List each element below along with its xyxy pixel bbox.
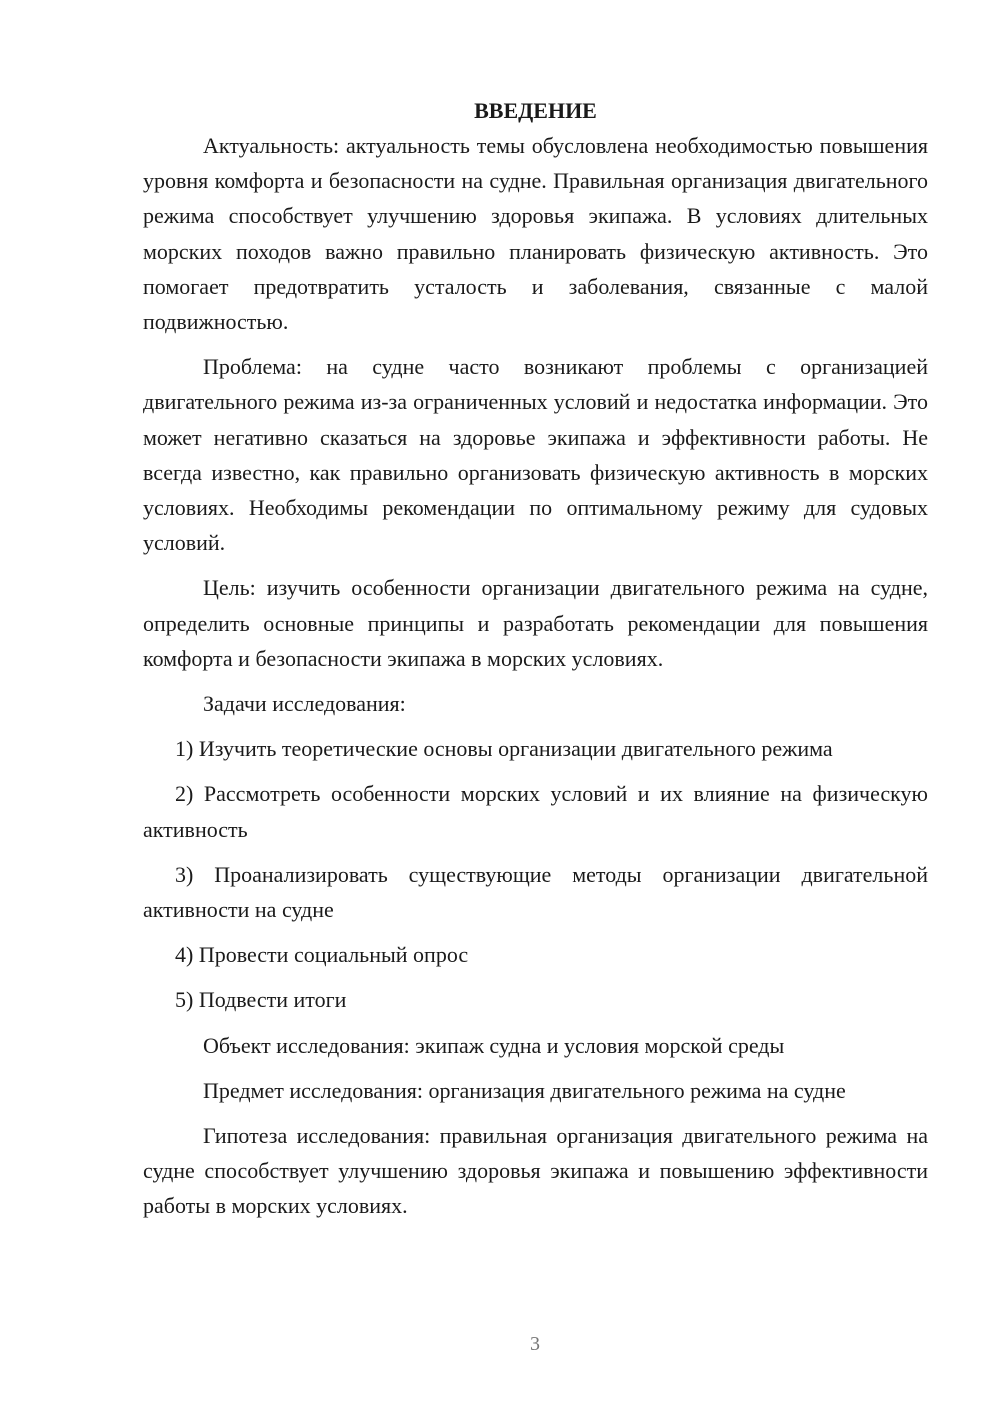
task-item: 4) Провести социальный опрос: [175, 942, 469, 968]
section-title: ВВЕДЕНИЕ: [474, 98, 597, 123]
subject-paragraph: Предмет исследования: организация двигательного режима на судне: [203, 1077, 846, 1103]
object-paragraph: Объект исследования: экипаж судна и условия морской среды: [203, 1032, 785, 1058]
task-item: 3) Проанализировать существующие методы организации двигательной активности на судне: [143, 861, 928, 923]
task-item: 2) Рассмотреть особенности морских условий и их влияние на физическую активность: [143, 781, 928, 842]
tasks-heading: Задачи исследования:: [203, 691, 406, 717]
goal-paragraph: Цель: изучить особенности организации двигательного режима на судне, определить основные принципы и разработать рекомендации для повышения комфорта и безопасности экипажа в морских условиях.: [143, 575, 928, 671]
task-item: 5) Подвести итоги: [175, 987, 347, 1013]
page-number: 3: [530, 1333, 540, 1355]
task-item: 1) Изучить теоретические основы организации двигательного режима: [175, 736, 833, 762]
relevance-paragraph: Актуальность: актуальность темы обусловлена необходимостью повышения уровня комфорта и безопасности на судне. Правильная организация двигательного режима способствует улучшению здоровья экипажа. В условиях длительных морских походов важно правильно планировать физическую активность. Это помогает предотвратить усталость и заболевания, связанные с малой подвижностью.: [143, 133, 928, 335]
hypothesis-paragraph: Гипотеза исследования: правильная организация двигательного режима на судне способствует улучшению здоровья экипажа и повышению эффективности работы в морских условиях.: [143, 1123, 928, 1219]
document-page: [143, 90, 928, 1224]
problem-paragraph: Проблема: на судне часто возникают проблемы с организацией двигательного режима из-за ограниченных условий и недостатка информации. Это может негативно сказаться на здоровье экипажа и эффективности работы. Не всегда известно, как правильно организовать физическую активность в морских условиях. Необходимы рекомендации по оптимальному режиму для судовых условий.: [143, 354, 928, 556]
